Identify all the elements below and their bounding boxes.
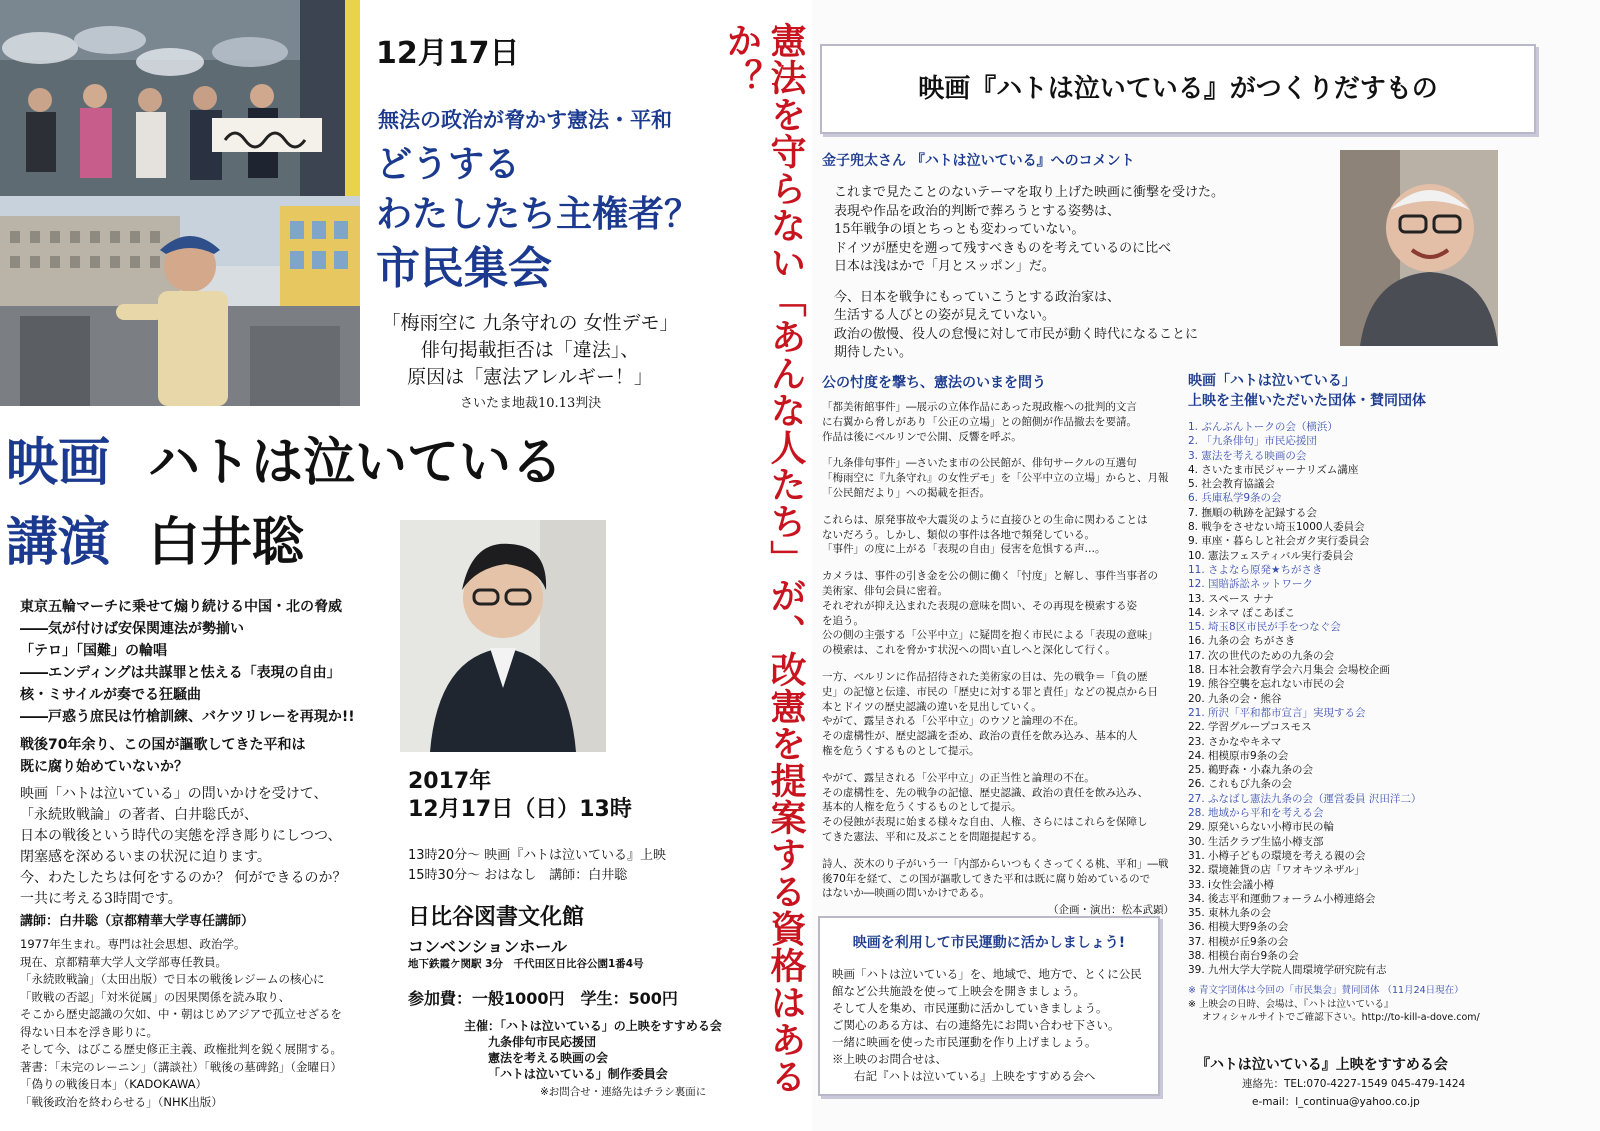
usage-box-text [832,966,1158,1085]
org-item: 30. 生活クラブ生協小樽支部 [1188,835,1324,848]
section2-line: 「梅雨空に『九条守れ』の女性デモ」を「公平中立の立場」からと、月報 [822,472,1169,485]
text-line: 既に腐り始めていないか？ [20,759,188,775]
org-item: 23. さかなやキネマ [1188,735,1282,748]
headline-2: わたしたち主権者？ [376,194,701,235]
usage-line: そして人を集め、市民運動に活かしていきましょう。 [832,1001,1108,1015]
org-item: 8. 戦争をさせない埼玉1000人委員会 [1188,521,1365,534]
venue-access: 地下鉄霞ケ関駅 3分 千代田区日比谷公園1番4号 [408,958,644,970]
schedule-line: 15時30分～ おはなし 講師：白井聡 [408,868,628,883]
text-line: 閉塞感を深めるいまの状況に迫ります。 [20,849,271,865]
haiku-line: 俳句掲載拒否は「違法」、 [420,339,640,361]
text-line: 日本の戦後という時代の実態を浮き彫りにしつつ、 [20,828,342,844]
event-schedule [408,846,666,886]
org-item: 1. ぶんぶんトークの会（横浜） [1188,421,1338,433]
section2-heading: 公の忖度を撃ち、憲法のいまを問う [822,375,1046,391]
section2-line [822,501,1169,513]
comment-line: 生活する人びとの姿が見えていない。 [834,308,1056,323]
right-page [812,0,1600,1131]
usage-line: ※上映のお問合せは、 [832,1052,947,1066]
org-item: 7. 撫順の軌跡を記録する会 [1188,506,1317,519]
org-item: 9. 車座・暮らしと社会ガク実行委員会 [1188,535,1370,548]
org-item: 14. シネマ ぽこあぽこ [1188,606,1296,619]
bio-line: 著書：「未完のレーニン」（講談社）「戦後の墓碑銘」（金曜日） [20,1059,342,1074]
title-box [820,44,1536,134]
section2-line: 「都美術館事件」―展示の立体作品にあった現政権への批判的文言 [822,401,1137,413]
org-item: 11. さよなら原発★ちがさき [1188,563,1323,576]
section2-line: を追う。 [822,614,864,627]
text-line: 一共に考える3時間です。 [20,891,182,907]
bio-line: 得ない日本を浮き彫りに。 [20,1024,158,1039]
footer-email: e-mail：l_continua@yahoo.co.jp [1252,1096,1420,1108]
org-item: 29. 原発いらない小樽市民の輪 [1188,821,1335,834]
orgs-list [1188,420,1421,978]
haiku-block [380,310,680,391]
host-line: 憲法を考える映画の会 [488,1051,609,1065]
text-line: 「永続敗戦論」の著者、白井聡氏が、 [20,807,258,823]
intro-text-2 [20,734,305,778]
section2-line [822,658,1169,670]
orgs-heading-2: 上映を主催いただいた団体・賛同団体 [1188,393,1426,409]
org-item: 35. 東林九条の会 [1188,907,1272,920]
event-subtitle: 無法の政治が脅かす憲法・平和 [378,108,672,132]
comment-line: 日本は浅はかで「月とスッポン」だ。 [834,259,1055,274]
section2-line: の模索は、これを脅かす状況への問い直しへと深化して行く。 [822,644,1116,657]
comment-heading: 金子兜太さん 『ハトは泣いている』へのコメント [822,153,1135,169]
section2-line: その虚構性が、歴史認識を歪め、政治の責任を飲み込み、基本的人 [822,730,1138,743]
org-item: 6. 兵庫私学9条の会 [1188,492,1282,505]
text-line: ――戸惑う庶民は竹槍訓練、バケツリレーを再現か!! [20,709,355,725]
section2-line: やがて、露呈される「公平中立」の正当性と論理の不在。 [822,771,1095,784]
text-line: 核・ミサイルが奏でる狂騒曲 [20,687,202,703]
text-line: ――エンディングは共謀罪と怯える「表現の自由」 [20,665,341,681]
section2-line [822,759,1169,771]
usage-line: 右記『ハトは泣いている』上映をすすめる会へ [854,1069,1096,1083]
bio-line: 「敗戦の否認」「対米従属」の因果関係を読み取り、 [20,989,291,1004]
comment-line: 今、日本を戦争にもっていこうとする政治家は、 [834,289,1121,305]
speaker-heading: 講師：白井聡（京都精華大学専任講師） [20,914,255,929]
org-item: 4. さいたま市民ジャーナリズム講座 [1188,463,1359,476]
text-line: 「テロ」「国難」の輪唱 [20,643,167,659]
host-list [464,1018,722,1082]
org-item: 3. 憲法を考える映画の会 [1188,449,1307,462]
org-item: 20. 九条の会・熊谷 [1188,692,1282,705]
section2-line: その侵蝕が表現に始まる様々な自由、人権、さらにはこれらを保障し [822,816,1148,829]
bio-line: 現在、京都精華大学人文学部専任教員。 [20,954,227,969]
org-item: 22. 学習グループコスモス [1188,721,1312,734]
film-title: ハトは泣いている [148,433,563,493]
org-item: 34. 後志平和運動フォーラム小樽連絡会 [1188,892,1376,905]
event-year: 2017年 [408,769,492,794]
text-line: 今、わたしたちは何をするのか？ 何ができるのか？ [20,870,347,886]
haiku-note: さいたま地裁10.13判決 [460,396,602,411]
section2-line: 「公民館だより」への掲載を拒否。 [822,486,990,499]
contact-note: ※お問合せ・連絡先はチラシ裏面に [540,1086,707,1098]
section2-line: ないだろう。しかし、類似の事件は各地で頻発している。 [822,528,1095,541]
org-item: 26. これもび九条の会 [1188,778,1293,791]
headline-3: 市民集会 [376,243,552,294]
title-box-text: 映画『ハトは泣いている』がつくりだすもの [918,74,1438,104]
text-line: ――気が付けば安保関連法が勢揃い [20,621,244,637]
usage-line: ご関心のある方は、右の連絡先にお問い合わせ下さい。 [832,1018,1120,1032]
section2-line: その虚構性を、先の戦争の記憶、歴史認識、政治の責任を飲み込み、 [822,786,1149,799]
speaker-bio [20,936,342,1111]
section2-line: 権を危うくするものとして提示。 [822,744,980,757]
comment-line: 期待したい。 [834,345,913,360]
photo-man-at-memorial [0,196,360,406]
org-item: 33. i女性会議小樽 [1188,878,1274,891]
org-item: 5. 社会教育協議会 [1188,478,1275,491]
section2-line: それぞれが抑え込まれた表現の意味を問い、その再現を模索する姿 [822,599,1137,612]
section2-line: はないか―映画の問いかけである。 [822,887,990,900]
org-item: 15. 埼玉8区市民が手をつなぐ会 [1188,621,1341,634]
vertical-slogan: 憲法を守らない「あんな人たち」が、改憲を提案する資格はあるか？ [721,22,807,1095]
org-item: 2. 「九条俳句」市民応援団 [1188,435,1317,448]
section2-line: てきた憲法、平和に及ぶことを問題提起する。 [822,830,1043,843]
usage-line: 映画「ハトは泣いている」を、地域で、地方で、とくに公民 [832,967,1142,981]
usage-box-title: 映画を利用して市民運動に活かしましょう! [852,935,1126,951]
org-item: 31. 小樽子どもの環境を考える親の会 [1188,849,1366,862]
org-item: 12. 国賠訴訟ネットワーク [1188,578,1314,591]
bio-line: 「永続敗戦論」（太田出版）で日本の戦後レジームの核心に [20,972,325,986]
host-line: 九条俳句市民応援団 [488,1035,597,1049]
film-label: 映画 [6,433,111,493]
section2-line: 公の側の主張する「公平中立」に疑問を抱く市民による「表現の意味」 [822,629,1158,642]
org-item: 36. 相模大野9条の会 [1188,921,1289,934]
comment-text [834,184,1224,363]
headline-1: どうする [376,144,521,185]
comment-line: ドイツが歴史を遡って残すべきものを考えているのに比べ [834,240,1172,256]
section2-line: やがて、露呈される「公平中立」のウソと論理の不在。 [822,715,1085,728]
usage-box [818,916,1160,1096]
orgs-note-line: オフィシャルサイトでご確認下さい。http://to-kill-a-dove.com/ [1202,1012,1480,1023]
usage-line: 館など公共施設を使って上映会を開きましょう。 [832,984,1085,998]
section2-line: カメラは、事件の引き金を公の側に働く「忖度」と解し、事件当事者の [822,570,1158,583]
photo-commentator [1340,150,1498,346]
org-item: 27. ふなばし憲法九条の会（運営委員 沢田洋二） [1188,792,1422,805]
photo-demonstration [0,0,360,196]
lecture-label: 講演 [6,513,111,573]
org-item: 39. 九州大学大学院人間環境学研究院有志 [1188,964,1387,977]
section2-line: 本とドイツの歴史認識の違いを見出していく。 [822,700,1042,713]
section2-line: これらは、原発事故や大震災のように直接ひとの生命に関わることは [822,513,1148,526]
host-line: 「ハトは泣いている」制作委員会 [488,1067,668,1081]
org-item: 32. 環境雑貨の店「ワオキツネザル」 [1188,864,1365,877]
section2-line: 「九条俳句事件」―さいたま市の公民館が、俳句サークルの互選句 [822,457,1137,470]
usage-line: 一緒に映画を使った市民運動を作り上げましょう。 [832,1035,1097,1049]
org-item: 10. 憲法フェスティバル実行委員会 [1188,549,1354,562]
footer-org: 『ハトは泣いている』上映をすすめる会 [1196,1057,1448,1073]
orgs-note [1188,984,1480,1025]
intro-text-3 [20,784,346,910]
section2-line: 後70年を経て、この国が謳歌してきた平和は既に腐り始めているので [822,872,1151,885]
section2-text [822,400,1169,901]
orgs-note-line: ※ 青文字団体は今回の「市民集会」賛同団体 （11月24日現在） [1188,985,1464,996]
bio-line: 「偽りの戦後日本」（KADOKAWA） [20,1077,208,1091]
section2-line: 「事件」の度に上がる「表現の自由」侵害を危惧する声…。 [822,543,1106,556]
venue-name: 日比谷図書文化館 [408,905,585,930]
haiku-line: 「梅雨空に 九条守れの 女性デモ」 [381,312,679,334]
org-item: 28. 地域から平和を考える会 [1188,807,1324,820]
bio-line: 「戦後政治を終わらせる」（NHK出版） [20,1094,223,1109]
haiku-line: 原因は「憲法アレルギー！」 [407,366,653,388]
text-line: 映画「ハトは泣いている」の問いかけを受けて、 [20,786,328,802]
comment-line: 15年戦争の頃とちっとも変わっていない。 [834,222,1085,237]
section2-line: 作品は後にベルリンで公開、反響を呼ぶ。 [822,430,1022,443]
bio-line: そこから歴史認識の欠如、中・朝はじめアジアで孤立せざるを [20,1007,342,1021]
admission-fee: 参加費：一般1000円 学生：500円 [408,989,678,1008]
photo-speaker [400,520,606,752]
event-date-top: 12月17日 [376,36,520,71]
org-item: 24. 相模原市9条の会 [1188,749,1289,762]
comment-line: これまで見たことのないテーマを取り上げた映画に衝撃を受けた。 [834,185,1225,200]
intro-text-1 [20,596,355,728]
org-item: 16. 九条の会 ちがさき [1188,635,1296,648]
section2-line: に右翼から脅しがあり「公正の立場」との館側が作品撤去を要請。 [822,415,1137,428]
footer-tel: 連絡先：TEL:070-4227-1549 045-479-1424 [1242,1078,1466,1090]
comment-line: 表現や作品を政治的判断で葬ろうとする姿勢は、 [834,203,1121,219]
orgs-heading-1: 映画「ハトは泣いている」 [1188,373,1356,389]
section2-line [822,845,1169,857]
org-item: 17. 次の世代のための九条の会 [1188,649,1335,662]
org-item: 38. 相模台南台9条の会 [1188,949,1299,962]
bio-line: そして今、はびこる歴史修正主義、政権批判を鋭く展開する。 [20,1042,342,1056]
orgs-note-line: ※ 上映会の日時、会場は、『ハトは泣いている』 [1188,998,1394,1010]
comment-line: 政治の傲慢、役人の怠慢に対して市民が動く時代になることに [834,326,1199,342]
section2-line: 一方、ベルリンに作品招待された美術家の目は、先の戦争＝「負の歴 [822,670,1148,683]
section2-line [822,557,1169,569]
venue-hall: コンベンションホール [408,937,567,956]
bio-line: 1977年生まれ。専門は社会思想、政治学。 [20,937,246,951]
org-item: 37. 相模が丘9条の会 [1188,935,1289,948]
org-item: 13. スペース ナナ [1188,592,1274,605]
org-item: 21. 所沢「平和都市宣言」実現する会 [1188,706,1366,719]
lecture-speaker: 白井聡 [148,513,305,573]
section2-line: 詩人、茨木のり子がいう一「内部からいつもくさってくる桃、平和」―戦 [822,857,1169,870]
org-item: 19. 熊谷空襲を忘れない市民の会 [1188,678,1345,691]
text-line: 戦後70年余り、この国が謳歌してきた平和は [20,737,306,753]
schedule-line: 13時20分～ 映画『ハトは泣いている』上映 [408,848,666,863]
section2-line: 美術家、俳句会員に密着。 [822,584,948,597]
host-line: 主催：「ハトは泣いている」の上映をすすめる会 [464,1019,722,1033]
org-item: 25. 鵜野森・小森九条の会 [1188,764,1314,777]
text-line: 東京五輪マーチに乗せて煽り続ける中国・北の脅威 [20,599,342,615]
section2-line: 史」の記憶と伝達、市民の「歴史に対する罪と責任」などの視点から日 [822,685,1158,698]
section2-line [822,444,1169,456]
org-item: 18. 日本社会教育学会六月集会 会場校企画 [1188,664,1390,677]
section2-credit: （企画・演出：松本武顕） [1048,904,1174,916]
event-datetime: 12月17日（日）13時 [408,797,632,822]
comment-line [834,277,1224,289]
section2-line: 基本的人権を危うくするものとして提示。 [822,801,1022,814]
